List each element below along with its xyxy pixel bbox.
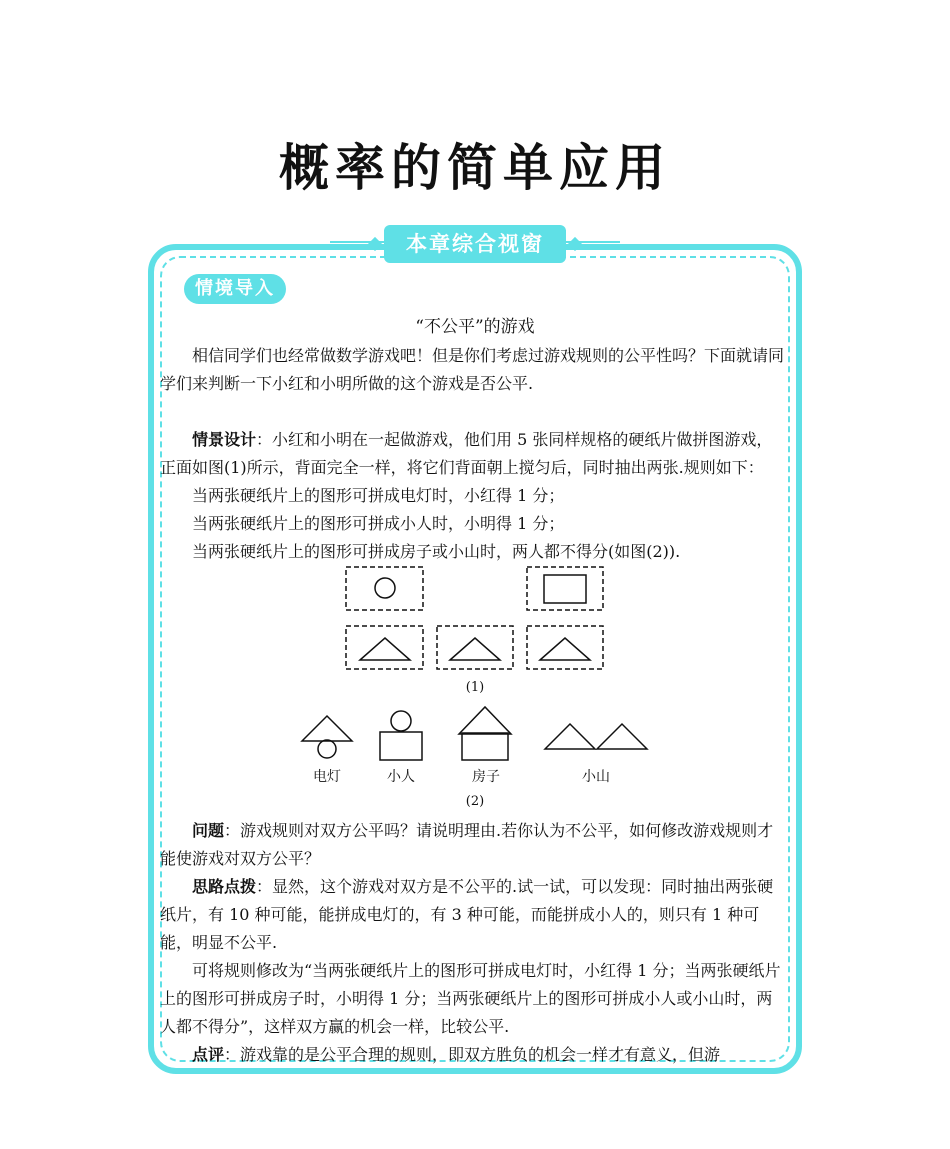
hint-paragraph [160,873,788,957]
comment-paragraph [160,1041,788,1069]
question-text: ：游戏规则对双方公平吗？请说明理由.若你认为不公平，如何修改游戏规则才能使游戏对双方公平？ [160,821,774,868]
page-title: 概率的简单应用 [279,139,671,197]
figure-2-caption: (2) [465,794,485,809]
rule-2: 当两张硬纸片上的图形可拼成小人时，小明得 1 分； [192,514,565,533]
modify-paragraph: 可将规则修改为“当两张硬纸片上的图形可拼成电灯时，小红得 1 分；当两张硬纸片上的图形可拼成房子时，小明得 1 分；当两张硬纸片上的图形可拼成小人或小山时，两人都不得分”，这样双方赢的机会一样，比较公平. [160,961,781,1036]
house-body-icon [462,733,508,760]
section-subtitle: “不公平”的游戏 [415,317,535,337]
rule-3: 当两张硬纸片上的图形可拼成房子或小山时，两人都不得分(如图(2)). [192,542,681,561]
hint-label: 思路点拨 [192,877,257,896]
mountain-right-icon [597,724,647,749]
design-label: 情景设计 [192,430,257,449]
house-roof-icon [459,707,511,734]
section-header-badge: 本章综合视窗 [384,225,566,263]
label-lamp: 电灯 [313,769,341,785]
person-body-icon [380,732,422,760]
section-tag: 情境导入 [184,274,286,304]
question-label: 问题 [192,821,225,840]
lamp-bulb-icon [318,740,336,758]
rule-1: 当两张硬纸片上的图形可拼成电灯时，小红得 1 分； [192,486,565,505]
lamp-shade-icon [302,716,352,741]
label-mountain: 小山 [582,769,610,785]
comment-label: 点评 [192,1045,225,1064]
label-house: 房子 [472,769,500,785]
comment-text: ：游戏靠的是公平合理的规则，即双方胜负的机会一样才有意义，但游 [224,1045,721,1064]
figure-1-caption: (1) [465,680,485,695]
question-paragraph [160,817,788,873]
hint-text: ：显然，这个游戏对双方是不公平的.试一试，可以发现：同时抽出两张硬纸片，有 10 种可能，能拼成电灯的，有 3 种可能，而能拼成小人的，则只有 1 种可能，明显不公平. [160,877,774,952]
design-text: ：小红和小明在一起做游戏，他们用 5 张同样规格的硬纸片做拼图游戏，正面如图(1)所示，背面完全一样，将它们背面朝上搅匀后，同时抽出两张.规则如下： [160,430,773,477]
label-person: 小人 [387,769,415,785]
intro-paragraph: 相信同学们也经常做数学游戏吧！但是你们考虑过游戏规则的公平性吗？下面就请同学们来判断一下小红和小明所做的这个游戏是否公平. [160,346,785,393]
mountain-left-icon [545,724,595,749]
person-head-icon [391,711,411,731]
